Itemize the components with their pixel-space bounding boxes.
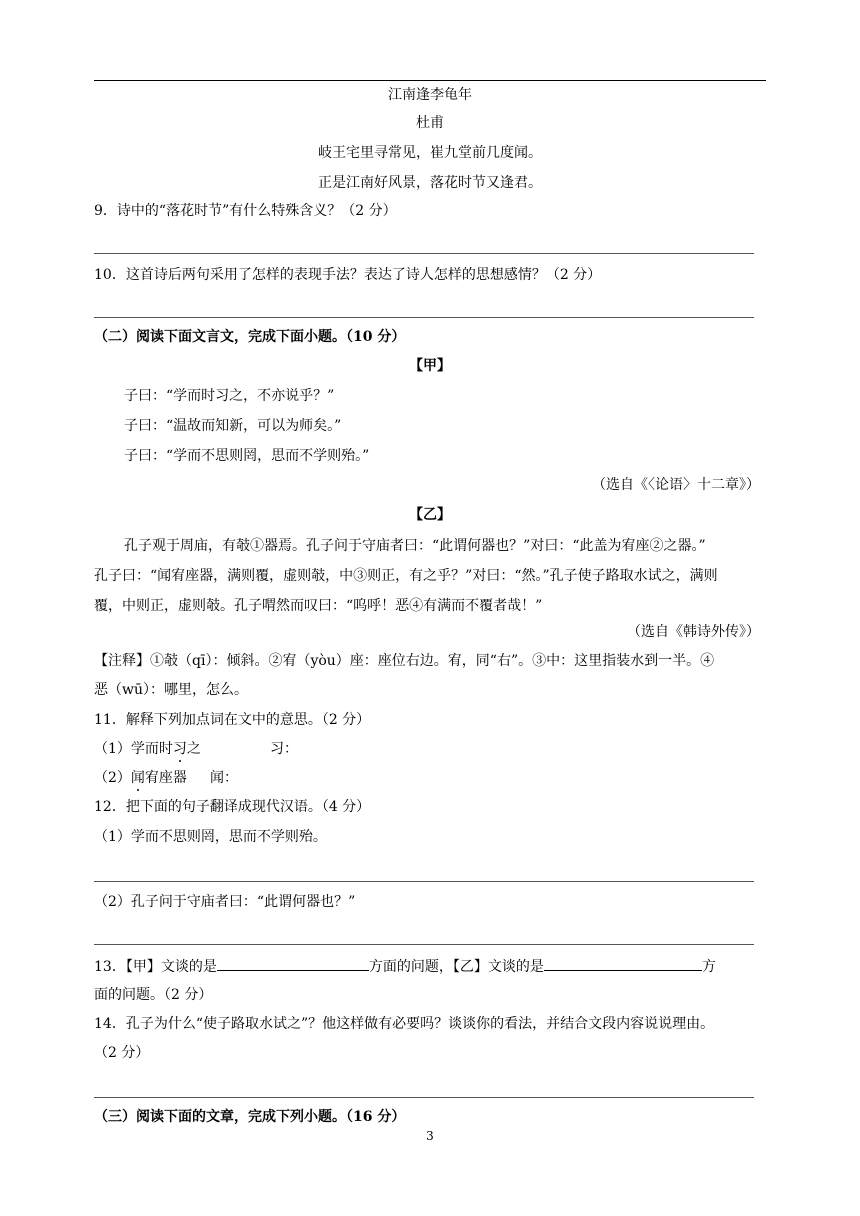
poem-line-2: 正是江南好风景，落花时节又逢君。 [318,175,542,191]
question-11-item-1 [94,739,201,759]
passage-jia-line-2: 子曰：“温故而知新，可以为师矣。” [124,418,342,434]
passage-yi-line-3: 覆，中则正，虚则攲。孔子喟然而叹曰：“呜呼！恶④有满而不覆者哉！” [94,598,543,614]
passage-jia-label: 【甲】 [409,358,451,374]
q13-blank-1[interactable] [217,955,369,971]
poem-line-1: 岐王宅里寻常见，崔九堂前几度闻。 [318,145,542,161]
q13-blank-2[interactable] [544,955,702,971]
passage-jia-line-3: 子曰：“学而不思则罔，思而不学则殆。” [124,448,370,464]
q13-part-2: 方面的问题，【乙】文谈的是 [368,959,544,975]
question-9: 9．诗中的“落花时节”有什么特殊含义？（2 分） [94,203,397,219]
answer-line-10[interactable] [94,317,754,318]
item-1-text-pre: （1）学而时 [94,741,173,757]
section-2-heading: （二）阅读下面文言文，完成下面小题。（10 分） [94,329,406,345]
page-number: 3 [426,1129,434,1143]
passage-yi-line-2: 孔子曰：“闻宥座器，满则覆，虚则攲，中③则正，有之乎？”对曰：“然。”孔子使子路取水试之，满则 [94,568,718,584]
question-11-item-2 [94,768,187,788]
notes-line-2: 恶（wū）：哪里，怎么。 [94,682,248,698]
passage-yi-label: 【乙】 [409,507,451,523]
question-14-line-2: （2 分） [94,1045,150,1061]
item-2-text-pre: （2） [94,770,131,786]
question-12: 12．把下面的句子翻译成现代汉语。（4 分） [94,799,371,815]
answer-line-9[interactable] [94,253,754,254]
question-13 [94,955,716,977]
answer-line-14[interactable] [94,1097,754,1098]
q13-part-1: 13．【甲】文谈的是 [94,959,217,975]
header-rule [94,80,766,81]
section-3-heading: （三）阅读下面的文章，完成下列小题。（16 分） [94,1109,406,1125]
question-11-item-1-label: 习： [270,741,298,757]
answer-line-12-2[interactable] [94,944,754,945]
answer-line-12-1[interactable] [94,881,754,882]
dotted-word-wen: 闻 [130,770,145,786]
question-12-item-2: （2）孔子问于守庙者曰：“此谓何器也？” [94,894,356,910]
notes-line-1: 【注释】①攲（qī）：倾斜。②宥（yòu）座：座位右边。宥，同“右”。③中：这里指装水到一半。④ [94,653,715,669]
item-1-text-post: 之 [186,741,201,757]
q13-part-3: 方 [701,959,716,975]
passage-yi-line-1: 孔子观于周庙，有攲①器焉。孔子问于守庙者曰：“此谓何器也？”对曰：“此盖为宥座②之器。” [124,538,706,554]
question-13-line-2: 面的问题。（2 分） [94,987,213,1003]
question-10: 10．这首诗后两句采用了怎样的表现手法？表达了诗人怎样的思想感情？（2 分） [94,267,602,283]
item-2-text-post: 宥座器 [144,770,187,786]
passage-jia-source: （选自《〈论语〉十二章》） [592,477,760,493]
poem-title: 江南逢李龟年 [388,87,472,103]
question-14-line-1: 14．孔子为什么“使子路取水试之”？他这样做有必要吗？谈谈你的看法，并结合文段内容说说理由。 [94,1016,715,1032]
question-12-item-1: （1）学而不思则罔，思而不学则殆。 [94,829,327,845]
dotted-word-xi: 习 [172,741,187,757]
question-11: 11．解释下列加点词在文中的意思。（2 分） [94,712,371,728]
passage-jia-line-1: 子曰：“学而时习之，不亦说乎？” [124,388,335,404]
passage-yi-source: （选自《韩诗外传》） [627,624,760,640]
poem-author: 杜甫 [416,115,444,131]
question-11-item-2-label: 闻： [210,770,238,786]
